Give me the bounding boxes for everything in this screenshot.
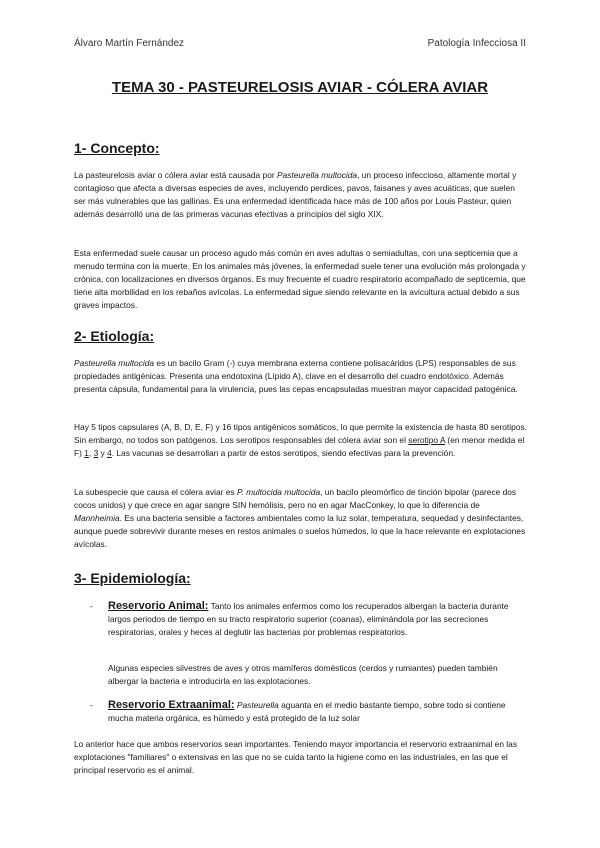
italic-term: P. multocida multocida [236, 487, 321, 497]
document-title: TEMA 30 - PASTEURELOSIS AVIAR - CÓLERA AVIAR [111, 79, 489, 96]
paragraph-epidemiologia-end [74, 738, 528, 777]
text-run: es un bacilo Gram (-) cuya membrana externa contiene polisacáridos (LPS) responsables de sus propiedades antigénicas. Presenta una endotoxina (Lípido A), clave en el desarrollo del cuadro endotóxico. Además presenta cápsula, fundamental para la virulencia, pues las cepas encapsuladas muestran mayor capacidad patogénica. [74, 358, 518, 394]
text-run: (en menor medida el F) [74, 435, 525, 458]
bullet-reservorio-animal [90, 600, 520, 639]
text-run: . Es una bacteria sensible a factores ambientales como la luz solar, temperatura, sequedad y desinfectantes, aunque puede sobrevivir durante meses en restos animales o suelos húmedos, lo que la hace relevante en explotaciones avícolas. [74, 513, 526, 549]
text-run: Hay 5 tipos capsulares (A, B, D, E, F) y 16 tipos antigénicos somáticos, lo que permite la existencia de hasta 80 serotipos. Sin embargo, no todos son patógenos. Los serotipos responsables del cólera aviar son el [74, 422, 527, 445]
text-run: La subespecie que causa el cólera aviar es [74, 487, 237, 497]
text-run: , un bacilo pleomórfico de tinción bipolar (parece dos cocos unidos) y que crece en agar sangre SIN hemólisis, pero no en agar MacConkey, lo que lo diferencia de [74, 487, 517, 510]
paragraph-concepto-2 [74, 247, 528, 312]
bullet-dash: - [90, 601, 93, 611]
section-heading-epidemiologia: 3- Epidemiología: [74, 570, 191, 586]
bullet-label: Reservorio Extraanimal: [108, 699, 235, 711]
text-run: y [98, 448, 108, 458]
text-run: , un proceso infeccioso, altamente mortal y contagioso que afecta a diversas especies de aves, incluyendo perdices, pavos, faisanes y aves acuáticas, que suelen ser más vulnerables que las gallinas. Es una enfermedad identificada hace más de 100 años por Louis Pasteur, quien además desarrolló una de las primeras vacunas efectivas a principios del siglo XIX. [74, 170, 517, 219]
text-run: aguanta en el medio bastante tiempo, sobre todo si contiene mucha materia orgánica, es húmedo y está protegido de la luz solar [108, 700, 506, 723]
bullet-sub-paragraph: Algunas especies silvestres de aves y otros mamíferos domésticos (cerdos y rumiantes) pueden también albergar la bacteria e introducirla en las explotaciones. [108, 663, 498, 686]
text-run: Tanto los animales enfermos como los recuperados albergan la bacteria durante largos periodos de tiempo en su tracto respiratorio superior (coanas), eliminándola por las secreciones respiratorias, orales y heces al deglutir las bacterias por problemas respiratorios. [108, 601, 509, 637]
section-heading-concepto: 1- Concepto: [74, 140, 160, 156]
underlined-term: serotipo A [408, 435, 446, 445]
bullet-reservorio-extraanimal [90, 699, 520, 725]
underlined-term: 4 [107, 448, 112, 458]
text-run: La pasteurelosis aviar o cólera aviar está causada por [74, 170, 277, 180]
paragraph-etiologia-2 [74, 421, 528, 460]
text-run: Esta enfermedad suele causar un proceso agudo más común en aves adultas o semiadultas, con una septicemia que a menudo termina con la muerte. En los animales más jóvenes, la enfermedad suele tener una evolución más prolongada y crónica, con localizaciones en diversos órganos. Es muy frecuente el cuadro respiratorio acompañado de septicemia, que tiene alta morbilidad en los rebaños avícolas. La enfermedad sigue siendo relevante en la avicultura actual debido a sus graves impactos. [74, 248, 526, 310]
header-author: Álvaro Martín Fernández [74, 38, 185, 49]
paragraph-etiologia-3 [74, 486, 528, 551]
paragraph-concepto-1 [74, 169, 528, 221]
underlined-term: 3 [93, 448, 99, 458]
italic-term: Mannheimia [74, 513, 120, 523]
section-heading-etiologia: 2- Etiología: [74, 328, 155, 344]
paragraph-etiologia-1 [74, 357, 528, 396]
text-run: . Las vacunas se desarrollan a partir de estos serotipos, siendo efectivas para la prevención. [111, 448, 456, 458]
italic-term: Pasteurella multocida [74, 358, 155, 368]
italic-term: Pasteurella [236, 700, 279, 710]
text-run: , [88, 448, 94, 458]
bullet-dash: - [90, 700, 93, 710]
bullet-label: Reservorio Animal: [108, 600, 209, 612]
italic-term: Pasteurella multocida [276, 170, 358, 180]
header-course: Patología Infecciosa II [427, 38, 526, 49]
underlined-term: 1 [84, 448, 89, 458]
text-run: Lo anterior hace que ambos reservorios sean importantes. Teniendo mayor importancia el reservorio extraanimal en las explotaciones "familiares" o extensivas en las que no se cuida tanto la higiene como en las industriales, en las que el principal reservorio es el animal. [74, 739, 518, 775]
